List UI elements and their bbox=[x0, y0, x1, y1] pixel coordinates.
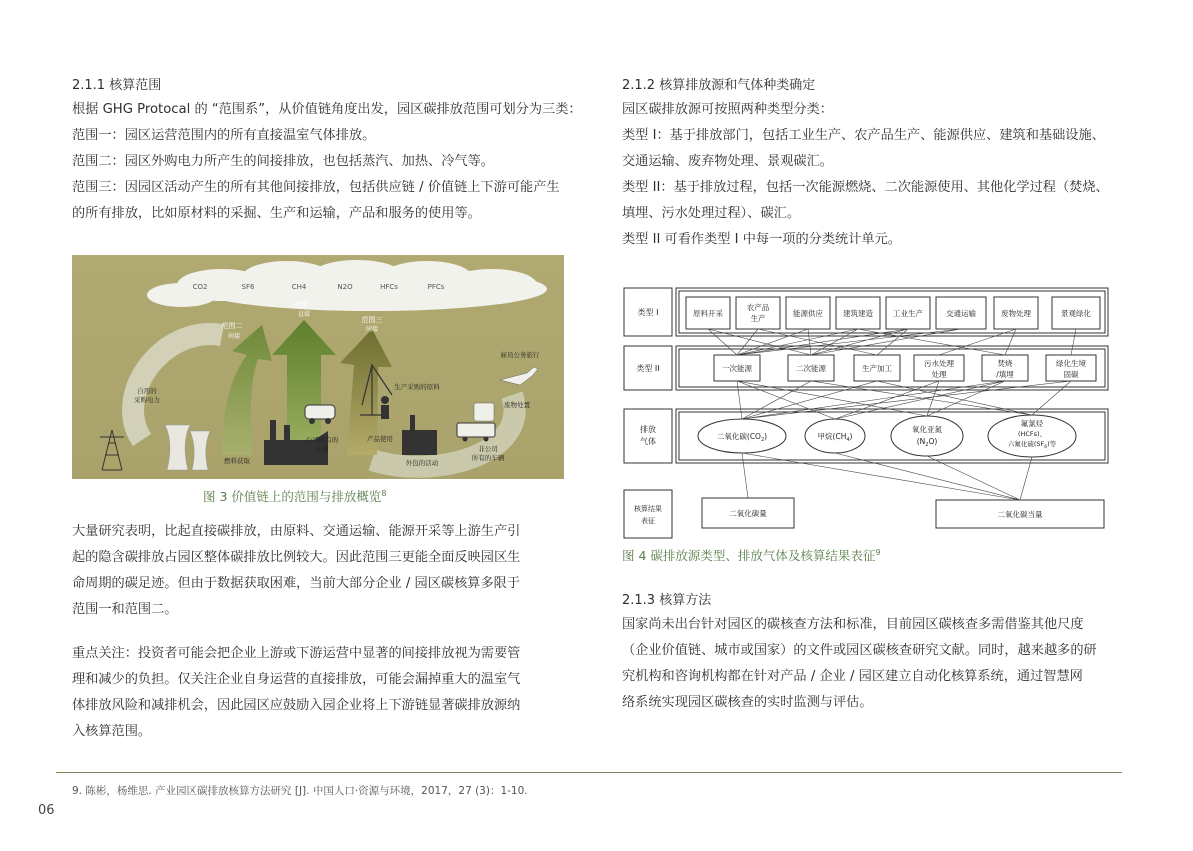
gas-carbon-dioxide: 二氧化碳$(CO_2)$ bbox=[716, 432, 768, 443]
scope-three-line-1: 范围三：因园区活动产生的所有其他间接排放，包括供应链 / 价值链上下游可能产生 bbox=[72, 180, 560, 195]
row-label-gas-1: 排放 bbox=[640, 425, 656, 434]
scope-text bbox=[72, 97, 592, 227]
type2-carbon-sink-1: 绿化生境 bbox=[1056, 359, 1086, 368]
section-title-2-1-3: 2.1.3 核算方法 bbox=[622, 593, 712, 608]
gas-ch4: CH4 bbox=[291, 283, 307, 291]
gas-sf6: SF6 bbox=[241, 283, 255, 291]
company-vehicles-label-1: 公司所有的 bbox=[305, 436, 339, 444]
scope-three-label: 范围三 bbox=[361, 316, 383, 324]
gas-nitrous-oxide-1: 氧化亚氮 bbox=[912, 425, 942, 434]
method-line-3: 究机构和咨询机构都在针对产品 / 企业 / 园区建立自动化核算系统，通过智慧网 bbox=[622, 669, 1083, 684]
type1-waste: 废物处理 bbox=[1001, 309, 1031, 318]
figure-3-caption-text: 图 3 价值链上的范围与排放概览 bbox=[203, 489, 382, 504]
type2-incineration-2: /填埋 bbox=[996, 370, 1014, 379]
type1-agri-2: 生产 bbox=[750, 314, 766, 323]
type1-energy-supply: 能源供应 bbox=[793, 309, 823, 318]
footnote-divider bbox=[56, 772, 1122, 773]
type1-industry: 工业生产 bbox=[893, 309, 923, 318]
type1-agri-1: 农产品 bbox=[746, 303, 770, 312]
para2-line-2: 起的隐含碳排放占园区整体碳排放比例较大。因此范围三更能全面反映园区生 bbox=[72, 550, 521, 565]
scope-one-sub: 直接 bbox=[297, 311, 311, 318]
raw-materials-label: 生产采购的原料 bbox=[394, 383, 440, 391]
result-co2-equivalent: 二氧化碳当量 bbox=[997, 510, 1043, 519]
focus-line-2: 理和减少的负担。仅关注企业自身运营的直接排放，可能会漏掉重大的温室气 bbox=[72, 672, 521, 687]
scope-two-sub: 间接 bbox=[227, 333, 241, 340]
non-owned-vehicles-label-1: 非公司 bbox=[478, 445, 498, 453]
figure-4-caption-ref: 9 bbox=[875, 547, 881, 557]
waste-bin-icon bbox=[474, 403, 494, 421]
result-co2-amount: 二氧化碳量 bbox=[729, 509, 767, 518]
method-line-2: （企业价值链、城市或国家）的文件或园区碳核查研究文献。同时，越来越多的研 bbox=[622, 643, 1097, 658]
figure-4-caption bbox=[622, 546, 881, 564]
type1-line-1: 类型 I：基于排放部门，包括工业生产、农产品生产、能源供应、建筑和基础设施、 bbox=[622, 128, 1105, 143]
product-use-label: 产品使用 bbox=[367, 435, 393, 443]
source-intro: 园区碳排放源可按照两种类型分类： bbox=[622, 102, 833, 117]
row-frame-result bbox=[624, 490, 672, 538]
non-owned-vehicles-label-2: 所有的车辆 bbox=[471, 454, 505, 462]
type2-processing: 生产加工 bbox=[862, 364, 892, 373]
type1-construction: 建筑建造 bbox=[843, 309, 873, 318]
figure-3-value-chain bbox=[72, 255, 564, 479]
scope-intro: 根据 GHG Protocal 的 “范围系”，从价值链角度出发，园区碳排放范围可划分为三类： bbox=[72, 102, 582, 117]
scope-one: 范围一：园区运营范围内的所有直接温室气体排放。 bbox=[72, 128, 376, 143]
row-label-type2: 类型 II bbox=[636, 364, 660, 373]
section-title-2-1-1: 2.1.1 核算范围 bbox=[72, 78, 162, 93]
focus-line-3: 体排放风险和减排机会，因此园区应鼓励入园企业将上下游链显著碳排放源纳 bbox=[72, 698, 521, 713]
figure-3-caption-ref: 8 bbox=[381, 488, 387, 498]
type2-sewage-1: 污水处理 bbox=[924, 359, 954, 368]
para2-line-4: 范围一和范围二。 bbox=[72, 602, 178, 617]
scope-one-label: 范围一 bbox=[293, 301, 315, 309]
footnote: 9. 陈彬，杨维思. 产业园区碳排放核算方法研究 [J]. 中国人口·资源与环境，2017，27 (3)：1-10. bbox=[72, 785, 528, 797]
type2-primary-energy: 一次能源 bbox=[722, 364, 752, 373]
focus-line-4: 入核算范围。 bbox=[72, 724, 152, 739]
scope-three-sub: 间接 bbox=[365, 326, 379, 333]
row-frame-gas bbox=[624, 409, 672, 463]
focus-paragraph bbox=[72, 641, 592, 745]
type2-carbon-sink-2: 固碳 bbox=[1063, 370, 1079, 379]
section-title-2-1-2: 2.1.2 核算排放源和气体种类确定 bbox=[622, 78, 816, 93]
gas-hcfs-3: 六氟化硫$(SF_6)$等 bbox=[1007, 440, 1057, 450]
worker-icon bbox=[381, 396, 389, 419]
gas-n2o: N2O bbox=[337, 283, 353, 291]
method-line-1: 国家尚未出台针对园区的碳核查方法和标准，目前园区碳核查多需借鉴其他尺度 bbox=[622, 617, 1084, 632]
type2-incineration-1: 焚烧 bbox=[997, 359, 1013, 368]
type1-raw-extraction: 原料开采 bbox=[693, 309, 723, 318]
type2-sewage-2: 处理 bbox=[931, 370, 947, 379]
type1-transport: 交通运输 bbox=[946, 309, 976, 318]
business-travel-label: 雇员公务旅行 bbox=[500, 351, 540, 359]
row-label-type1: 类型 I bbox=[637, 308, 659, 317]
para2-line-1: 大量研究表明，比起直接碳排放，由原料、交通运输、能源开采等上游生产引 bbox=[72, 524, 521, 539]
scope-three-line-2: 的所有排放，比如原材料的采掘、生产和运输，产品和服务的使用等。 bbox=[72, 206, 481, 221]
type-note: 类型 II 可看作类型 I 中每一项的分类统计单元。 bbox=[622, 232, 901, 247]
gas-pfcs: PFCs bbox=[427, 283, 445, 291]
gas-methane: 甲烷$(CH_4)$ bbox=[817, 432, 853, 443]
focus-line-1: 重点关注：投资者可能会把企业上游或下游运营中显著的间接排放视为需要管 bbox=[72, 646, 521, 661]
type1-landscape: 景观绿化 bbox=[1061, 309, 1091, 318]
row-label-result-2: 表征 bbox=[641, 517, 655, 525]
waste-label: 废物处置 bbox=[504, 401, 530, 409]
gas-nitrous-oxide-2: $(N_2O)$ bbox=[916, 437, 938, 448]
figure-3-caption bbox=[203, 487, 387, 505]
outsourced-label: 外包的活动 bbox=[405, 459, 439, 467]
para2-line-3: 命周期的碳足迹。但由于数据获取困难，当前大部分企业 / 园区碳核算多限于 bbox=[72, 576, 521, 591]
scope-two-label: 范围二 bbox=[221, 322, 243, 330]
row-label-result-1: 核算结果 bbox=[634, 505, 662, 513]
type2-line-1: 类型 II：基于排放过程，包括一次能源燃烧、二次能源使用、其他化学过程（焚烧、 bbox=[622, 180, 1109, 195]
row-label-gas-2: 气体 bbox=[640, 437, 656, 446]
gas-hcfs-2: (HCFs)、 bbox=[1017, 430, 1047, 438]
gas-hcfs-1: 氟氯烃 bbox=[1020, 419, 1044, 428]
figure-4-emission-sources bbox=[622, 284, 1112, 540]
source-type-text bbox=[622, 97, 1142, 253]
gas-hfcs: HFCs bbox=[380, 283, 398, 291]
type2-line-2: 填埋、污水处理过程）、碳汇。 bbox=[622, 206, 801, 221]
figure-4-caption-text: 图 4 碳排放源类型、排放气体及核算结果表征 bbox=[622, 548, 876, 563]
scope-two: 范围二：园区外购电力所产生的间接排放，也包括蒸汽、加热、冷气等。 bbox=[72, 154, 494, 169]
purchased-power-label-1: 自用的 bbox=[137, 387, 157, 395]
scope-analysis-paragraph bbox=[72, 519, 592, 623]
company-vehicles-label-2: 车辆 bbox=[315, 445, 329, 453]
page-number: 06 bbox=[38, 803, 55, 818]
gas-co2: CO2 bbox=[192, 283, 208, 291]
method-paragraph bbox=[622, 612, 1142, 716]
purchased-power-label-2: 采购电力 bbox=[134, 396, 160, 404]
type1-line-2: 交通运输、废弃物处理、景观碳汇。 bbox=[622, 154, 833, 169]
type2-secondary-energy: 二次能源 bbox=[796, 364, 826, 373]
method-line-4: 络系统实现园区碳核查的实时监测与评估。 bbox=[622, 695, 873, 710]
fuel-extraction-label: 燃料获取 bbox=[224, 457, 250, 465]
